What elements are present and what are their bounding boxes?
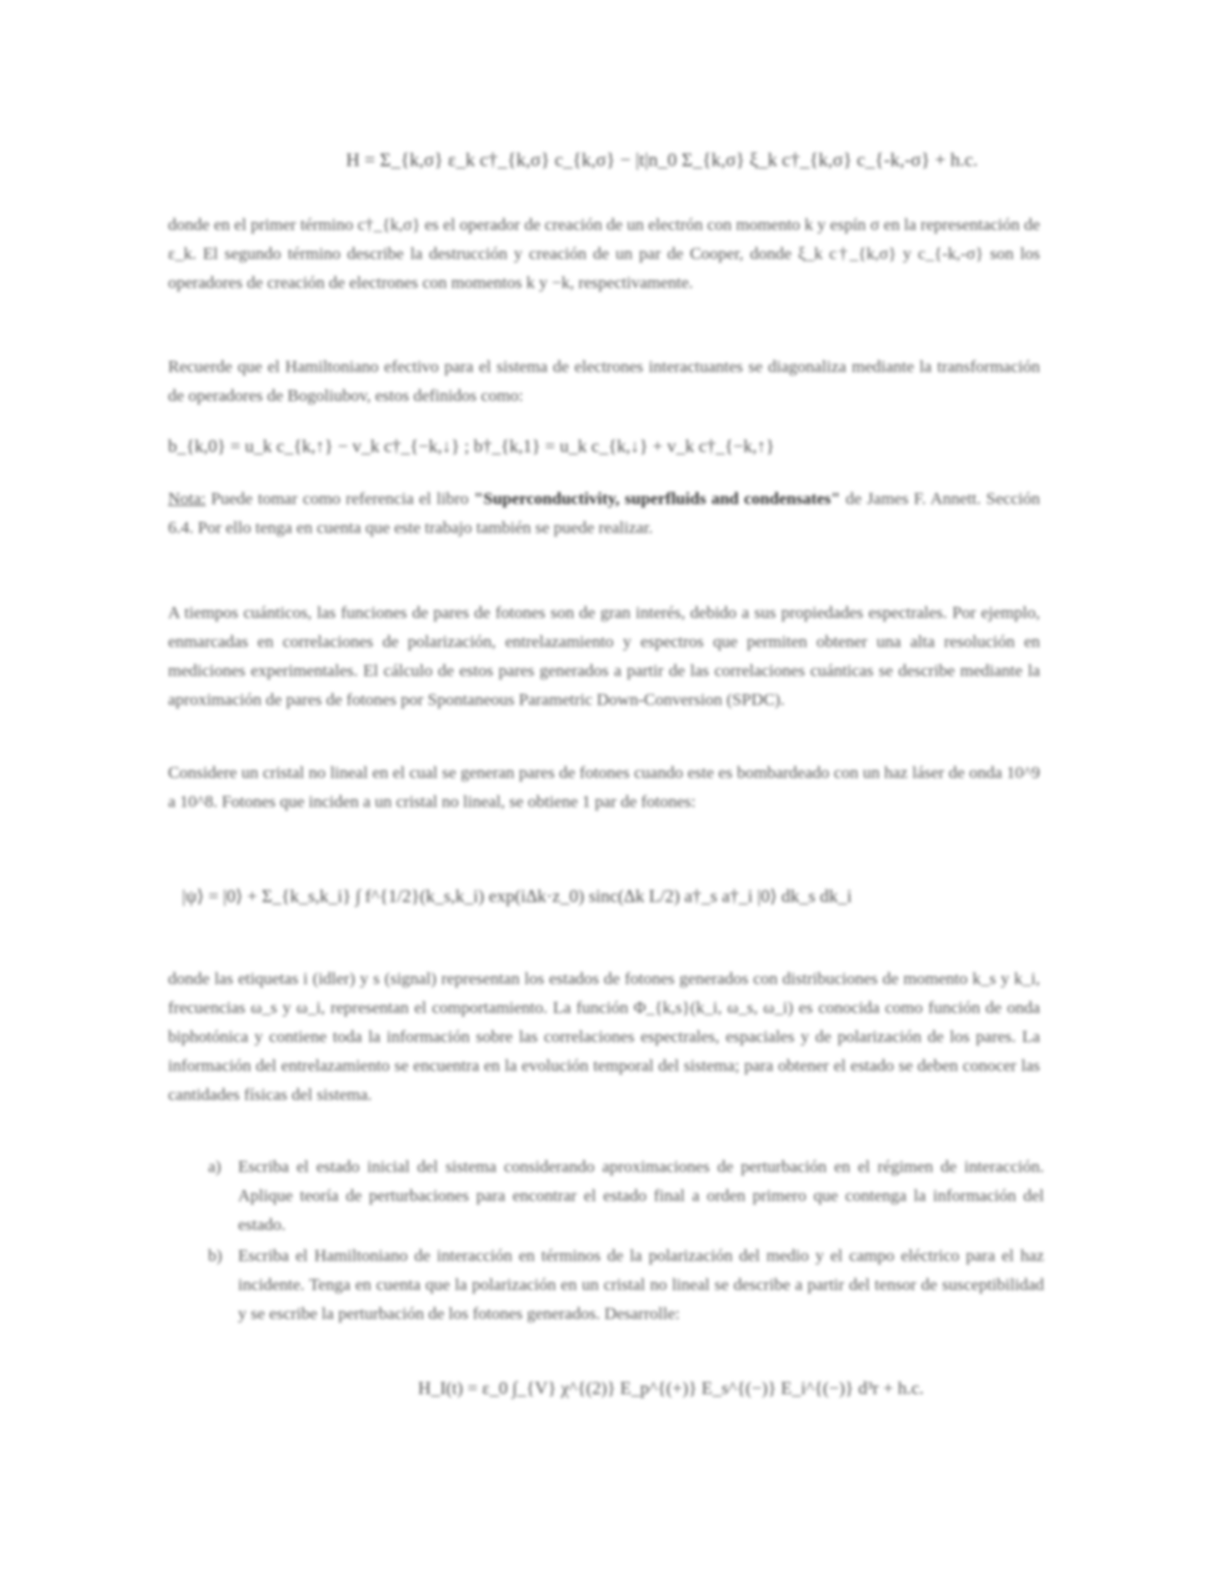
list-marker: b) (208, 1246, 223, 1265)
exercise-list (208, 1152, 1044, 1328)
note-prefix: Nota: (168, 489, 206, 508)
paragraph-4: Considere un cristal no lineal en el cual se generan pares de fotones cuando este es bombardeado con un haz láser de onda 10^9 a 10^8. Fotones que inciden a un cristal no lineal, se obtiene 1 par de fotones: (168, 763, 1040, 811)
paragraph-5: donde las etiquetas i (idler) y s (signal) representan los estados de fotones generados con distribuciones de momento k_s y k_i, frecuencias ω_s y ω_i, representan el comportamiento. La función Φ_{k,s}(k_i, ω_s, ω_i) es conocida como función de onda biphotónica y contiene toda la información sobre las correlaciones espectrales, espaciales y de polarización de los pares. La información del entrelazamiento se encuentra en la evolución temporal del sistema; para obtener el estado se deben conocer las cantidades físicas del sistema. (168, 969, 1040, 1104)
list-item (208, 1152, 1044, 1239)
list-item-text: Escriba el Hamiltoniano de interacción en términos de la polarización del medio y el campo eléctrico para el haz incidente. Tenga en cuenta que la polarización en un cristal no lineal se describe a partir del tensor de susceptibilidad y se escribe la perturbación de los fotones generados. Desarrolle: (238, 1246, 1044, 1323)
note-text: Puede tomar como referencia el libro (211, 489, 469, 508)
interaction-hamiltonian-equation: H_I(t) = ε_0 ∫_{V} χ^{(2)} E_p^{(+)} E_s^{(−)} E_i^{(−)} d³r + h.c. (418, 1378, 924, 1398)
hamiltonian-equation: H = Σ_{k,σ} ε_k c†_{k,σ} c_{k,σ} − |t|n_0 Σ_{k,σ} ξ_k c†_{k,σ} c_{-k,-σ} + h.c. (346, 150, 978, 171)
paragraph-2: Recuerde que el Hamiltoniano efectivo para el sistema de electrones interactuantes se diagonaliza mediante la transformación de operadores de Bogoliubov, estos definidos como: (168, 357, 1040, 405)
paragraph-1: donde en el primer término c†_{k,σ} es el operador de creación de un electrón con momento k y espín σ en la representación de ε_k. El segundo término describe la destrucción y creación de un par de Cooper, donde ξ_k c†_{k,σ} y c_{-k,-σ} son los operadores de creación de electrones con momentos k y −k, respectivamente. (168, 215, 1040, 292)
list-item (208, 1241, 1044, 1328)
bogoliubov-equation: b_{k,0} = u_k c_{k,↑} − v_k c†_{−k,↓} ; b†_{k,1} = u_k c_{k,↓} + v_k c†_{−k,↑} (168, 436, 775, 456)
note-rest: de James F. Annett. Sección 6.4. Por ello tenga en cuenta que este trabajo también se puede realizar. (168, 489, 1040, 537)
paragraph-3: A tiempos cuánticos, las funciones de pares de fotones son de gran interés, debido a sus propiedades espectrales. Por ejemplo, enmarcadas en correlaciones de polarización, entrelazamiento y espectros que permiten obtener una alta resolución en mediciones experimentales. El cálculo de estos pares generados a partir de las correlaciones cuánticas se describe mediante la aproximación de pares de fotones por Spontaneous Parametric Down-Conversion (SPDC). (168, 603, 1040, 709)
note-paragraph (168, 484, 1040, 542)
biphoton-state-equation: |ψ⟩ = |0⟩ + Σ_{k_s,k_i} ∫ f^{1/2}(k_s,k_i) exp(iΔk·z_0) sinc(Δk L/2) a†_s a†_i |0⟩ dk_s dk_i (182, 886, 852, 906)
list-marker: a) (208, 1157, 222, 1176)
list-item-text: Escriba el estado inicial del sistema considerando aproximaciones de perturbación en el régimen de interacción. Aplique teoría de perturbaciones para encontrar el estado final a orden primero que contenga la información del estado. (238, 1157, 1044, 1234)
book-title: "Superconductivity, superfluids and condensates" (473, 489, 841, 508)
